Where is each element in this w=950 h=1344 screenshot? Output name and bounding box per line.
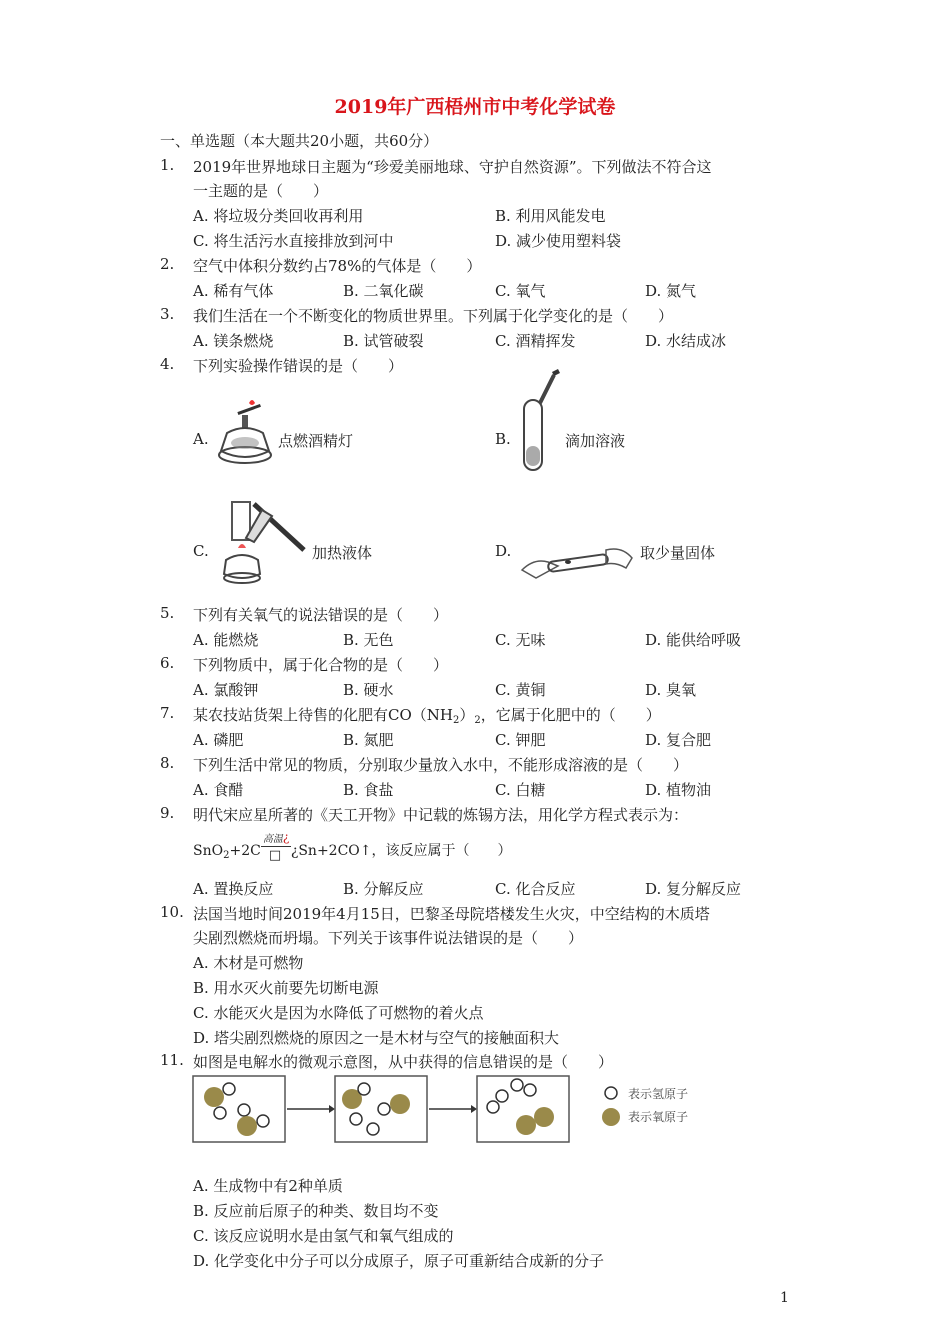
option-b[interactable]: B. 分解反应 xyxy=(343,880,424,898)
option-a[interactable]: A. 生成物中有2种单质 xyxy=(193,1177,343,1195)
option-d-caption: 取少量固体 xyxy=(640,544,716,562)
option-b-caption: 滴加溶液 xyxy=(565,432,626,450)
question-stem-cont: 尖剧烈燃烧而坍塌。下列关于该事件说法错误的是（ ） xyxy=(193,929,584,947)
option-c[interactable]: C. 白糖 xyxy=(495,781,546,799)
question-stem-cont: 一主题的是（ ） xyxy=(193,182,329,200)
electrolysis-diagram xyxy=(192,1075,612,1145)
question-stem: 某农技站货架上待售的化肥有$CO(NH_2)_2$，它属于化肥中的（ ） xyxy=(193,706,661,726)
option-c[interactable]: C. 黄铜 xyxy=(495,681,546,699)
option-c-caption: 加热液体 xyxy=(312,544,373,562)
question-number: 1. xyxy=(160,156,175,174)
question-stem: 下列生活中常见的物质，分别取少量放入水中，不能形成溶液的是（ ） xyxy=(193,756,689,774)
option-d[interactable]: D. 氮气 xyxy=(645,282,697,300)
question-number: 4. xyxy=(160,355,175,373)
option-a[interactable]: A. 氯酸钾 xyxy=(193,681,259,699)
option-b[interactable]: B. 无色 xyxy=(343,631,394,649)
option-c[interactable]: C. 将生活污水直接排放到河中 xyxy=(193,232,394,250)
option-d[interactable]: D. 臭氧 xyxy=(645,681,697,699)
option-d[interactable]: D. 塔尖剧烈燃烧的原因之一是木材与空气的接触面积大 xyxy=(193,1029,560,1047)
question-number: 9. xyxy=(160,804,175,822)
option-b[interactable]: B. 用水灭火前要先切断电源 xyxy=(193,979,379,997)
option-d[interactable]: D. 复分解反应 xyxy=(645,880,742,898)
question-stem: 下列物质中，属于化合物的是（ ） xyxy=(193,656,449,674)
taking-solid-illustration xyxy=(518,540,638,585)
section-heading: 一、单选题（本大题共20小题，共60分） xyxy=(160,132,439,150)
option-c[interactable]: C. 该反应说明水是由氢气和氧气组成的 xyxy=(193,1227,454,1245)
option-b[interactable]: B. 试管破裂 xyxy=(343,332,424,350)
dropper-test-tube-illustration xyxy=(518,368,563,473)
option-b[interactable]: B. 氮肥 xyxy=(343,731,394,749)
chemical-equation: SnO$_2$+2C 高温 ¿ □ ¿Sn+2CO↑，该反应属于（ ） xyxy=(193,830,512,863)
legend-oxygen: 表示氧原子 xyxy=(628,1110,689,1124)
option-c[interactable]: C. 氧气 xyxy=(495,282,546,300)
question-number: 8. xyxy=(160,754,175,772)
question-stem: 下列实验操作错误的是（ ） xyxy=(193,357,404,375)
hydrogen-atom-legend-icon xyxy=(603,1085,619,1101)
page-number: 1 xyxy=(780,1290,789,1306)
option-a[interactable]: A. 稀有气体 xyxy=(193,282,274,300)
option-a[interactable]: A. 将垃圾分类回收再利用 xyxy=(193,207,364,225)
option-c[interactable]: C. 酒精挥发 xyxy=(495,332,576,350)
option-c[interactable]: C. 水能灭火是因为水降低了可燃物的着火点 xyxy=(193,1004,484,1022)
question-stem: 法国当地时间2019年4月15日，巴黎圣母院塔楼发生火灾，中空结构的木质塔 xyxy=(193,905,710,923)
question-stem: 空气中体积分数约占78%的气体是（ ） xyxy=(193,257,482,275)
question-number: 5. xyxy=(160,604,175,622)
option-b[interactable]: B. 反应前后原子的种类、数目均不变 xyxy=(193,1202,439,1220)
option-a[interactable]: A. 镁条燃烧 xyxy=(193,332,274,350)
option-c[interactable]: C. 化合反应 xyxy=(495,880,576,898)
question-stem: 如图是电解水的微观示意图，从中获得的信息错误的是（ ） xyxy=(193,1053,614,1071)
option-d[interactable]: D. 减少使用塑料袋 xyxy=(495,232,622,250)
option-c[interactable]: C. 钾肥 xyxy=(495,731,546,749)
option-d[interactable]: D. 能供给呼吸 xyxy=(645,631,742,649)
option-b[interactable]: B. 食盐 xyxy=(343,781,394,799)
option-b[interactable]: B. 利用风能发电 xyxy=(495,207,606,225)
option-a[interactable]: A. 置换反应 xyxy=(193,880,274,898)
option-a[interactable]: A. 能燃烧 xyxy=(193,631,259,649)
question-number: 3. xyxy=(160,305,175,323)
option-d[interactable]: D. xyxy=(495,542,512,560)
option-c[interactable]: C. 无味 xyxy=(495,631,546,649)
option-d[interactable]: D. 水结成冰 xyxy=(645,332,727,350)
heating-liquid-illustration xyxy=(218,494,308,586)
question-number: 6. xyxy=(160,654,175,672)
question-stem: 2019年世界地球日主题为“珍爱美丽地球、守护自然资源”。下列做法不符合这 xyxy=(193,158,712,176)
question-number: 11. xyxy=(160,1051,184,1069)
question-number: 7. xyxy=(160,704,175,722)
option-b[interactable]: B. 硬水 xyxy=(343,681,394,699)
legend-hydrogen: 表示氢原子 xyxy=(628,1087,689,1101)
oxygen-atom-legend-icon xyxy=(601,1107,621,1127)
option-c[interactable]: C. xyxy=(193,542,209,560)
option-a-caption: 点燃酒精灯 xyxy=(278,432,354,450)
option-a[interactable]: A. 木材是可燃物 xyxy=(193,954,304,972)
option-d[interactable]: D. 植物油 xyxy=(645,781,712,799)
question-number: 2. xyxy=(160,255,175,273)
option-a[interactable]: A. 磷肥 xyxy=(193,731,244,749)
option-d[interactable]: D. 复合肥 xyxy=(645,731,712,749)
option-b[interactable]: B. 二氧化碳 xyxy=(343,282,424,300)
option-a[interactable]: A. xyxy=(193,430,209,448)
page-title: 2019年广西梧州市中考化学试卷 xyxy=(334,96,616,118)
question-stem: 下列有关氧气的说法错误的是（ ） xyxy=(193,606,449,624)
reaction-condition: 高温 xyxy=(262,834,283,845)
question-stem: 明代宋应星所著的《天工开物》中记载的炼锡方法，用化学方程式表示为： xyxy=(193,806,689,824)
option-d[interactable]: D. 化学变化中分子可以分成原子，原子可重新结合成新的分子 xyxy=(193,1252,605,1270)
option-b[interactable]: B. xyxy=(495,430,511,448)
question-number: 10. xyxy=(160,903,184,921)
alcohol-lamp-lighting-illustration xyxy=(215,395,277,475)
question-stem: 我们生活在一个不断变化的物质世界里。下列属于化学变化的是（ ） xyxy=(193,307,674,325)
option-a[interactable]: A. 食醋 xyxy=(193,781,244,799)
